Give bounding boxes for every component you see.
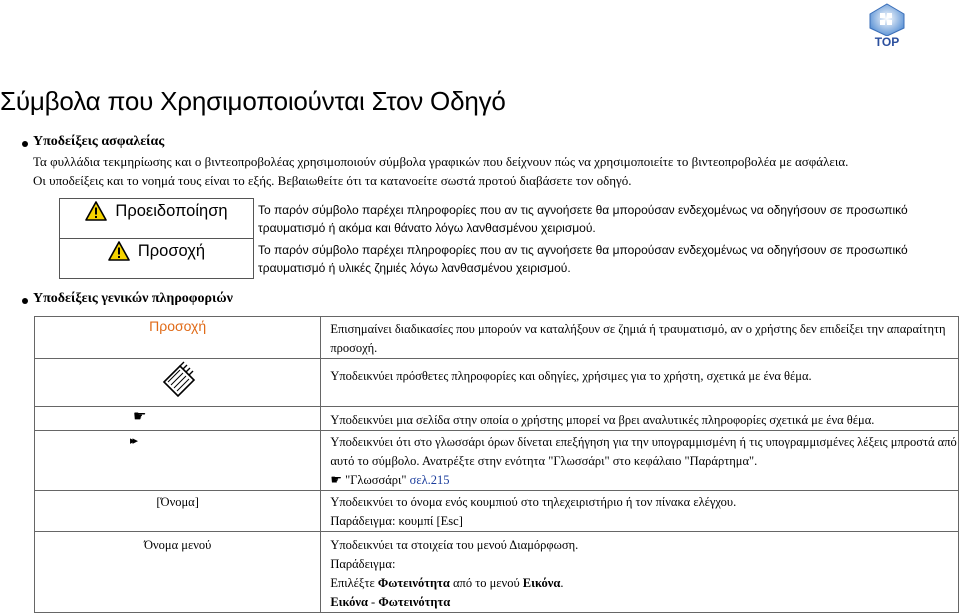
- menu-name-symbol: Όνομα μενού: [143, 538, 212, 552]
- general-row: [35, 317, 959, 359]
- menu-example-sentence: Επιλέξτε Φωτεινότητα από το μενού Εικόνα.: [330, 576, 564, 590]
- general-example: Παράδειγμα: κουμπί [Esc]: [330, 514, 463, 528]
- general-row: [35, 491, 959, 532]
- safety-heading: Υποδείξεις ασφαλείας: [33, 134, 165, 149]
- general-row: [35, 532, 959, 613]
- warning-description: Το παρόν σύμβολο παρέχει πληροφορίες που αν τις αγνοήσετε θα μπορούσαν ενδεχομένως να οδηγήσουν σε προσωπικό τραυματισμό ή ακόμα και θάνατο λόγω λανθασμένου χειρισμού.: [258, 202, 908, 235]
- bullet-icon: [22, 298, 28, 304]
- general-row: [35, 359, 959, 407]
- safety-intro-1: Τα φυλλάδια τεκμηρίωσης και ο βιντεοπροβολέας χρησιμοποιούν σύμβολα γραφικών που δείχνουν πώς να χρησιμοποιείτε το βιντεοπροβολέα με ασφάλεια.: [33, 154, 849, 169]
- warning-triangle-icon: [108, 241, 130, 261]
- top-label: TOP: [874, 35, 900, 49]
- general-symbols-table: [34, 316, 959, 613]
- page-title: Σύμβολα που Χρησιμοποιούνται Στον Οδηγό: [0, 86, 506, 116]
- caution-label: Προσοχή: [137, 241, 206, 260]
- button-name-symbol: [Όνομα]: [156, 495, 199, 509]
- safety-intro-2: Οι υποδείξεις και το νοημά τους είναι το εξής. Βεβαιωθείτε ότι τα κατανοείτε σωστά προτού διαβάσετε τον οδηγό.: [33, 173, 632, 188]
- safety-row-warning: [60, 199, 951, 239]
- general-heading: Υποδείξεις γενικών πληροφοριών: [33, 291, 233, 306]
- glossary-ref-text: "Γλωσσάρι": [345, 473, 407, 487]
- menu-example-path: Εικόνα - Φωτεινότητα: [330, 595, 451, 609]
- memo-pad-icon: [158, 360, 198, 400]
- general-desc: Επισημαίνει διαδικασίες που μπορούν να καταλήξουν σε ζημιά ή τραυματισμό, αν ο χρήστης δεν επιδείξει την απαραίτητη προσοχή.: [330, 322, 946, 355]
- glossary-page-link[interactable]: σελ.215: [409, 473, 450, 487]
- general-desc: Υποδεικνύει τα στοιχεία του μενού Διαμόρφωση.: [330, 538, 579, 552]
- pointing-hand-icon: ☛: [330, 473, 342, 488]
- top-icon: [866, 2, 908, 36]
- general-desc: Υποδεικνύει το όνομα ενός κουμπιού στο τηλεχειριστήριο ή τον πίνακα ελέγχου.: [330, 495, 737, 509]
- caution-symbol: Προσοχή: [149, 318, 207, 334]
- caution-description: Το παρόν σύμβολο παρέχει πληροφορίες που αν τις αγνοήσετε θα μπορούσαν ενδεχομένως να οδηγήσουν σε προσωπικό τραυματισμό ή υλικές ζημιές λόγω λανθασμένου χειρισμού.: [258, 242, 908, 275]
- warning-label: Προειδοποίηση: [115, 201, 228, 220]
- top-button[interactable]: [866, 2, 908, 50]
- general-desc: Υποδεικνύει πρόσθετες πληροφορίες και οδηγίες, χρήσιμες για το χρήστη, σχετικά με ένα θέμα.: [330, 369, 812, 383]
- general-row: [35, 431, 959, 491]
- warning-triangle-icon: [85, 201, 107, 221]
- general-desc: Υποδεικνύει ότι στο γλωσσάρι όρων δίνεται επεξήγηση για την υπογραμμισμένη ή τις υπογραμμισμένες λέξεις μπροστά από αυτό το σύμβολο. Ανατρέξτε στην ενότητα "Γλωσσάρι" στο κεφάλαιο "Παράρτημα".: [330, 435, 957, 468]
- safety-row-caution: [60, 239, 951, 279]
- double-arrow-icon: ▸▸: [130, 434, 136, 447]
- pointing-hand-icon: ☛: [133, 407, 147, 425]
- general-example-label: Παράδειγμα:: [330, 557, 396, 571]
- general-row: [35, 407, 959, 431]
- bullet-icon: [22, 141, 28, 147]
- general-desc: Υποδεικνύει μια σελίδα στην οποία ο χρήστης μπορεί να βρει αναλυτικές πληροφορίες σχετικά με ένα θέμα.: [330, 413, 875, 427]
- safety-symbols-table: [59, 198, 951, 279]
